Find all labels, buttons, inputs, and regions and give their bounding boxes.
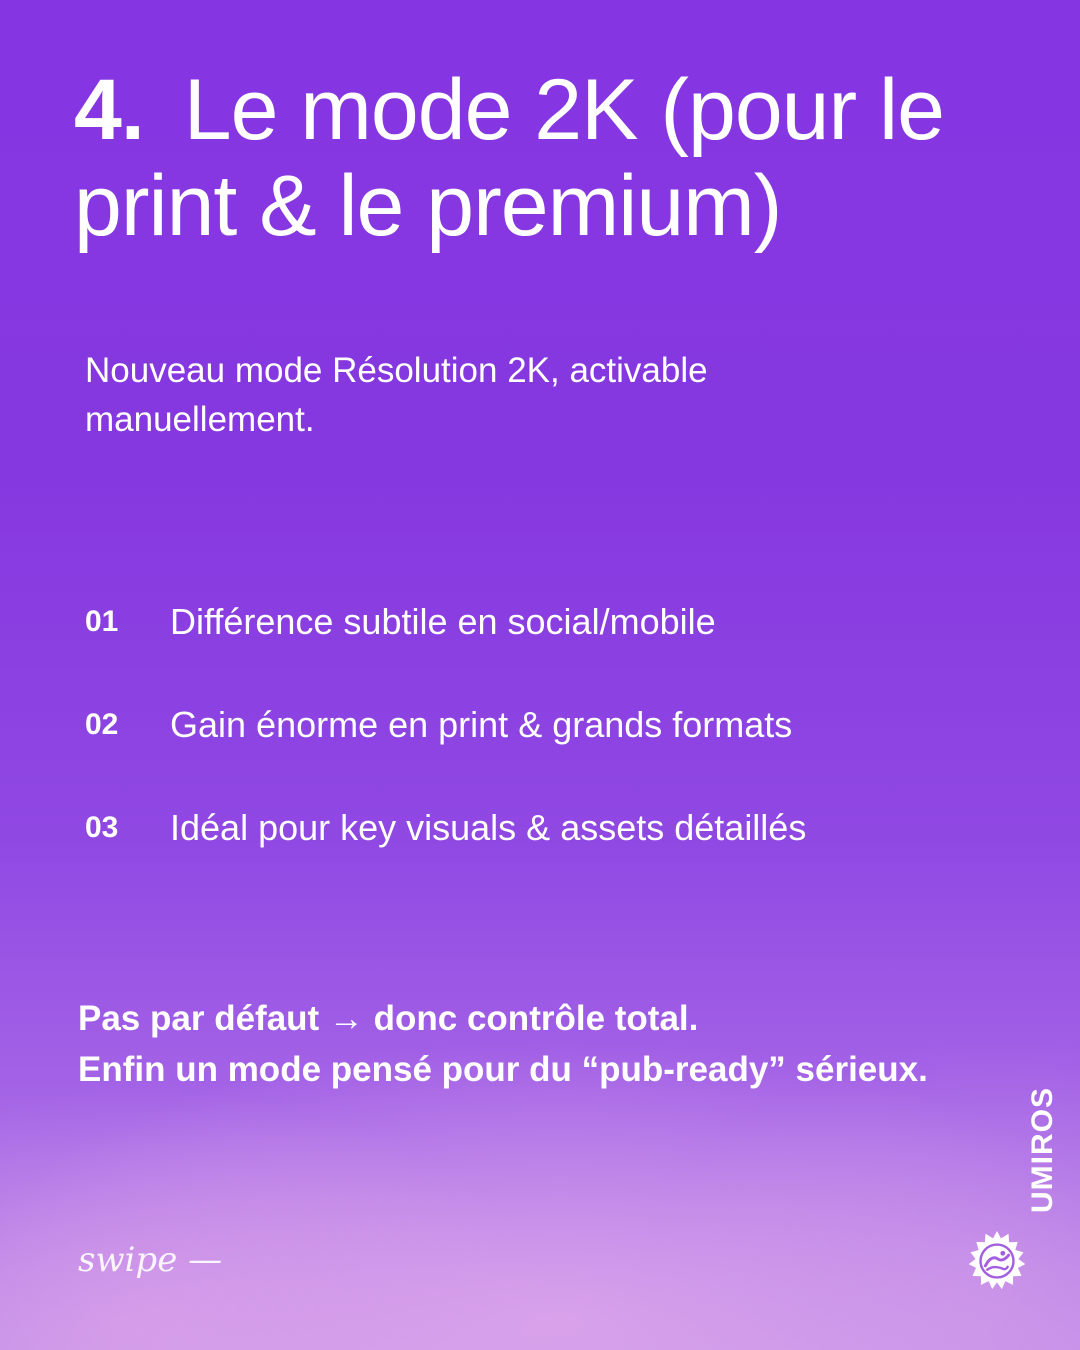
- brand-mark: [940, 1070, 1059, 1300]
- feature-number: 02: [85, 708, 119, 741]
- feature-item: [85, 700, 1015, 803]
- conclusion-line-2: Enfin un mode pensé pour du “pub-ready” sérieux.: [78, 1050, 928, 1089]
- feature-number: 01: [85, 605, 119, 638]
- feature-list: [85, 597, 1015, 906]
- conclusion: [78, 993, 938, 1095]
- title-text: Le mode 2K (pour le print & le premium): [74, 62, 944, 254]
- brand-name: UMIROS: [1026, 1087, 1059, 1213]
- sun-seal-icon: [966, 1230, 1028, 1292]
- page-title: [74, 62, 1054, 254]
- swipe-hint[interactable]: swipe —: [78, 1240, 223, 1280]
- feature-text: Idéal pour key visuals & assets détaillés: [170, 807, 807, 848]
- title-number: 4.: [74, 62, 144, 158]
- feature-number: 03: [85, 811, 119, 844]
- feature-item: [85, 803, 1015, 906]
- feature-item: [85, 597, 1015, 700]
- intro-text: Nouveau mode Résolution 2K, activable manuellement.: [85, 351, 708, 439]
- feature-text: Différence subtile en social/mobile: [170, 601, 716, 642]
- conclusion-line-1: Pas par défaut → donc contrôle total.: [78, 999, 699, 1038]
- feature-text: Gain énorme en print & grands formats: [170, 704, 793, 745]
